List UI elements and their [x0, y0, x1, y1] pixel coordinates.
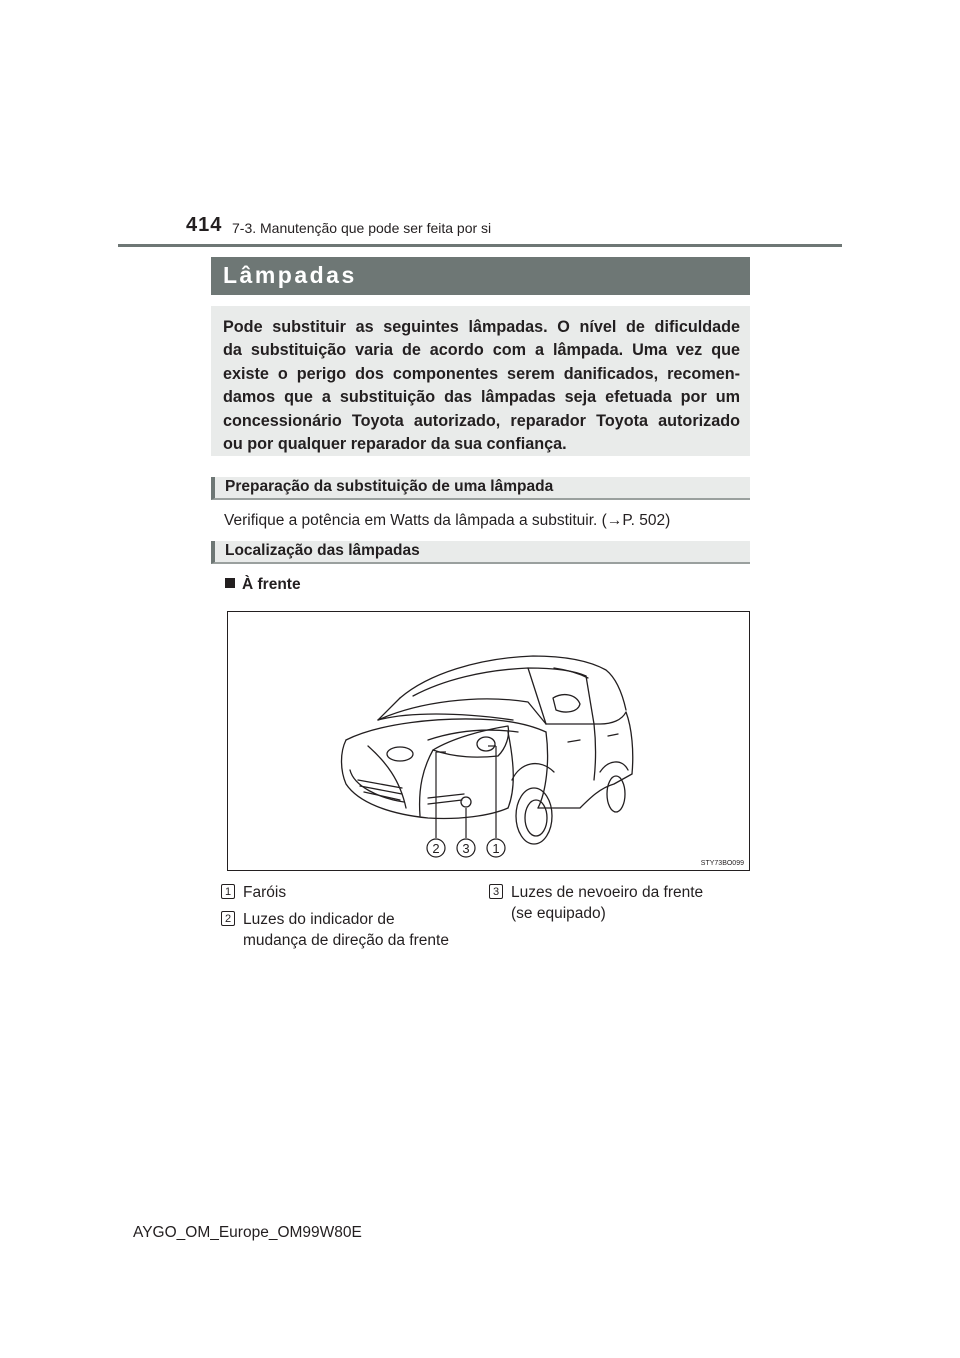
prep-heading-bar: [211, 477, 750, 500]
section-title: 7-3. Manutenção que pode ser feita por si: [232, 220, 492, 236]
front-label: À frente: [242, 576, 301, 593]
front-subheading: [225, 576, 301, 594]
intro-line: existe o perigo dos componentes serem danificados, recomen-: [223, 364, 740, 383]
caption-line: Luzes de nevoeiro da frente: [511, 884, 704, 901]
car-figure: [227, 611, 750, 871]
square-bullet-icon: [225, 578, 235, 588]
callout-2: 2: [432, 841, 440, 856]
callout-3: 3: [462, 841, 470, 856]
car-front-illustration-icon: [228, 612, 749, 870]
figure-code: STY73BO099: [700, 860, 744, 867]
caption-line: Faróis: [243, 884, 287, 901]
caption-line: (se equipado): [511, 905, 606, 922]
intro-line: concessionário Toyota autorizado, reparador Toyota autorizado: [223, 411, 740, 430]
page-title: Lâmpadas: [223, 262, 357, 288]
intro-text: [223, 316, 740, 456]
callout-1: 1: [492, 841, 500, 856]
title-bar: [211, 257, 750, 295]
location-heading: Localização das lâmpadas: [225, 542, 420, 559]
caption-number-3: 3: [489, 884, 503, 899]
header-divider: [118, 244, 842, 247]
prep-text: Verifique a potência em Watts da lâmpada a substituir. (→P. 502): [224, 512, 671, 529]
footer-document-id: AYGO_OM_Europe_OM99W80E: [133, 1224, 362, 1241]
intro-line: Pode substituir as seguintes lâmpadas. O nível de dificuldade: [223, 318, 740, 336]
caption-line: mudança de direção da frente: [243, 932, 449, 949]
caption-line: Luzes do indicador de: [243, 911, 395, 928]
intro-line: ou por qualquer reparador da sua confiança.: [223, 435, 567, 454]
page-number: 414: [186, 214, 223, 236]
location-heading-bar: [211, 541, 750, 564]
caption-2: [243, 909, 449, 951]
caption-1: [243, 882, 286, 903]
caption-3: [511, 882, 703, 924]
intro-line: da substituição varia de acordo com a lâmpada. Uma vez que: [223, 341, 740, 360]
caption-number-2: 2: [221, 911, 235, 926]
intro-box: [211, 306, 750, 456]
caption-number-1: 1: [221, 884, 235, 899]
prep-heading: Preparação da substituição de uma lâmpada: [225, 478, 554, 495]
intro-line: damos que a substituição das lâmpadas seja efetuada por um: [223, 388, 740, 407]
